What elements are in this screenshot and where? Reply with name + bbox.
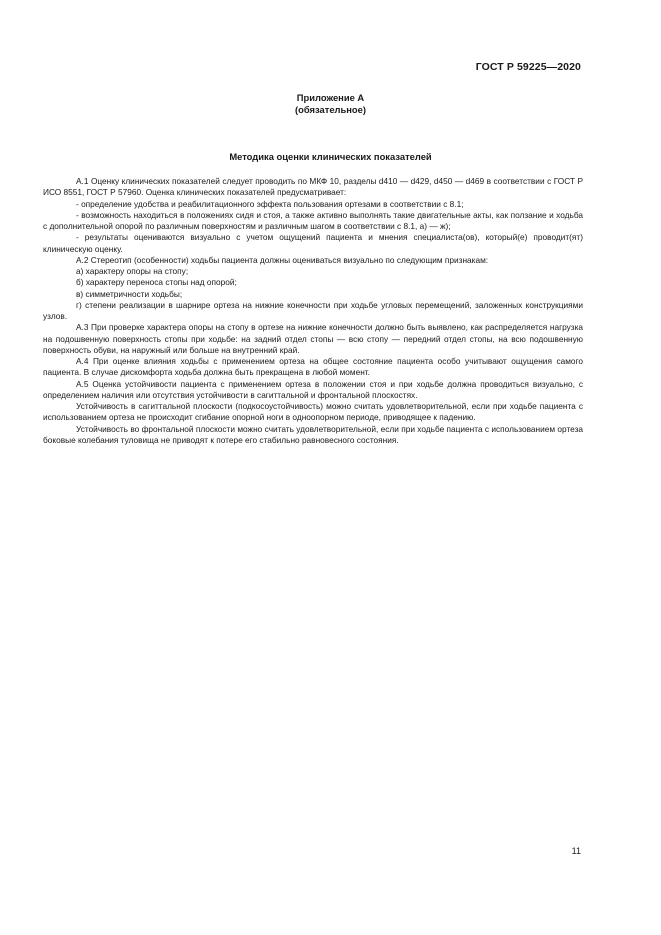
paragraph-a5: А.5 Оценка устойчивости пациента с применением ортеза в положении стоя и при ходьбе должна проводиться визуально, с определением наличия или отсутствия устойчивости в сагиттальной и фронтальной плоскостях. [43, 378, 583, 400]
list-item: а) характеру опоры на стопу; [76, 266, 189, 276]
section-title: Методика оценки клинических показателей [229, 151, 432, 162]
appendix-heading [0, 92, 661, 116]
list-item: - возможность находиться в положениях сидя и стоя, а также активно выполнять такие двигательные акты, как ползание и ходьба с дополнительной опорой по различным поверхностям и различным шагом в соответствии с 8.1, а) — ж); [43, 209, 583, 231]
standard-code: ГОСТ Р 59225—2020 [475, 61, 581, 73]
list-item: - определение удобства и реабилитационного эффекта пользования ортезами в соответствии с 8.1; [76, 198, 464, 209]
paragraph-frontal-stability: Устойчивость во фронтальной плоскости можно считать удовлетворительной, если при ходьбе пациента с использованием ортеза боковые колебания туловища не приводят к потере его стабильно равновесного состояния. [43, 423, 583, 445]
paragraph-a1: А.1 Оценку клинических показателей следует проводить по МКФ 10, разделы d410 — d429, d450 — d469 в соответствии с ГОСТ Р ИСО 8551, ГОСТ Р 57960. Оценка клинических показателей предусматривает: [43, 176, 583, 198]
list-item: в) симметричности ходьбы; [76, 288, 183, 299]
appendix-status: (обязательное) [295, 104, 366, 115]
document-body [43, 176, 583, 446]
list-item: б) характеру переноса стопы над опорой; [76, 277, 237, 288]
paragraph-a2: А.2 Стереотип (особенности) ходьбы пациента должны оцениваться визуально по следующим признакам: [76, 254, 489, 265]
paragraph-a3: А.3 При проверке характера опоры на стопу в ортезе на нижние конечности должно быть выявлено, как распределяется нагрузка на подошвенную поверхность стопы при ходьбе: на задний отдел стопы — всю стопу — передний отдел стопы, на всю подошвенную поверхность обуви, на наружный или больше на внутренний край. [43, 322, 583, 355]
list-item: - результаты оцениваются визуально с учетом ощущений пациента и мнения специалиста(ов), который(е) проводит(ят) клиническую оценку. [43, 232, 583, 254]
list-item: г) степени реализации в шарнире ортеза на нижние конечности при ходьбе угловых перемещений, заложенных конструкциями узлов. [43, 299, 583, 321]
paragraph-sagittal-stability: Устойчивость в сагиттальной плоскости (подкосоустойчивость) можно считать удовлетворительной, если при ходьбе пациента с использованием ортеза не происходит сгибание опорной ноги в одноопорном периоде, приводящее к падению. [43, 401, 583, 423]
page-number: 11 [571, 846, 581, 856]
appendix-title: Приложение А [296, 92, 365, 103]
paragraph-a4: А.4 При оценке влияния ходьбы с применением ортеза на общее состояние пациента особо учитывают ощущения самого пациента. В случае дискомфорта ходьба должна быть прекращена в любой момент. [43, 356, 583, 378]
